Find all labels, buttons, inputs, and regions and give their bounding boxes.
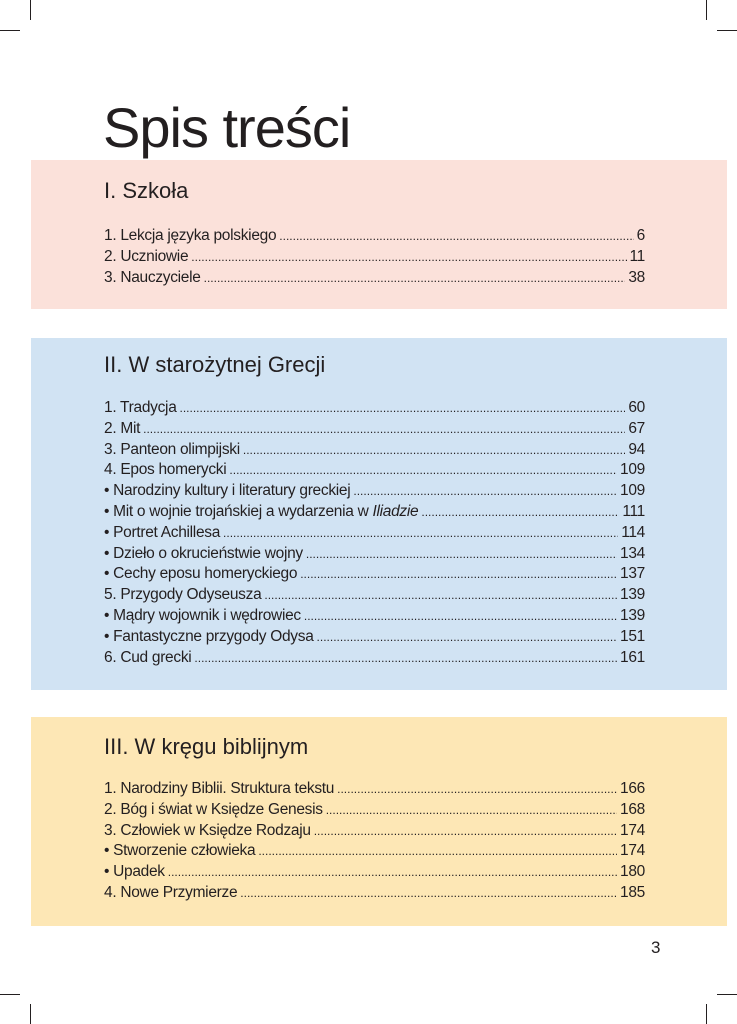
toc-entry-page: 161 xyxy=(620,648,645,666)
toc-entry-label: 2. Uczniowie xyxy=(104,247,189,265)
crop-mark-top-right xyxy=(706,0,707,20)
crop-mark-bottom-right xyxy=(706,1004,707,1024)
toc-entry[interactable] xyxy=(104,440,645,461)
toc-entry-page: 109 xyxy=(620,482,645,500)
dot-leader xyxy=(143,419,625,440)
section-biblijny xyxy=(31,717,727,926)
toc-entry[interactable] xyxy=(104,779,645,800)
toc-entry[interactable] xyxy=(104,564,645,585)
toc-entry[interactable] xyxy=(104,502,645,523)
toc-entry-label: • Dzieło o okrucieństwie wojny xyxy=(104,544,303,562)
dot-leader xyxy=(194,648,617,669)
dot-leader xyxy=(264,585,617,606)
dot-leader xyxy=(317,627,618,648)
toc-entry-label: 4. Epos homerycki xyxy=(104,461,227,479)
toc-entry-label: 6. Cud grecki xyxy=(104,648,192,666)
dot-leader xyxy=(337,779,617,800)
toc-entry-page: 114 xyxy=(621,523,645,541)
page-number: 3 xyxy=(651,938,661,957)
toc-entry-page: 137 xyxy=(620,565,645,583)
toc-entry-label: • Fantastyczne przygody Odysa xyxy=(104,627,314,645)
toc-entry-page: 94 xyxy=(628,440,645,458)
toc-entry[interactable] xyxy=(104,821,645,842)
toc-entry-page: 174 xyxy=(620,821,645,839)
toc-entry[interactable] xyxy=(104,841,645,862)
toc-entry[interactable] xyxy=(104,247,645,268)
section-szkola xyxy=(31,160,727,309)
section-heading: III. W kręgu biblijnym xyxy=(104,734,309,759)
toc-entry-label: • Cechy eposu homeryckiego xyxy=(104,565,298,583)
toc-entry-page: 139 xyxy=(620,606,645,624)
toc-entry-label: • Narodziny kultury i literatury greckiej xyxy=(104,482,351,500)
toc-entry-label-italic: Iliadzie xyxy=(372,502,419,520)
dot-leader xyxy=(304,606,617,627)
section-heading: I. Szkoła xyxy=(104,178,189,203)
toc-entry-page: 168 xyxy=(620,800,645,818)
dot-leader xyxy=(204,268,626,289)
toc-entry-label: • Stworzenie człowieka xyxy=(104,842,256,860)
toc-entry-label: • Portret Achillesa xyxy=(104,523,221,541)
toc-entry-page: 174 xyxy=(620,842,645,860)
toc-entry-label: 5. Przygody Odyseusza xyxy=(104,586,262,604)
toc-entry[interactable] xyxy=(104,419,645,440)
toc-entry[interactable] xyxy=(104,226,645,247)
toc-entry-page: 38 xyxy=(628,268,645,286)
toc-list xyxy=(104,226,645,288)
toc-entry[interactable] xyxy=(104,627,645,648)
toc-entry[interactable] xyxy=(104,585,645,606)
toc-entry-label: • Mądry wojownik i wędrowiec xyxy=(104,606,301,624)
toc-entry-page: 180 xyxy=(620,863,645,881)
toc-entry-page: 11 xyxy=(629,247,645,265)
crop-mark-bottom-right-h xyxy=(717,994,737,995)
toc-entry-page: 166 xyxy=(620,780,645,797)
dot-leader xyxy=(229,460,617,481)
toc-entry[interactable] xyxy=(104,268,645,289)
dot-leader xyxy=(353,481,617,502)
dot-leader xyxy=(180,398,626,419)
toc-entry-label: 3. Nauczyciele xyxy=(104,268,201,286)
toc-entry-label: 2. Bóg i świat w Księdze Genesis xyxy=(104,800,323,818)
dot-leader xyxy=(243,440,625,461)
crop-mark-bottom-left-h xyxy=(0,994,20,995)
section-grecja xyxy=(31,338,727,690)
toc-entry[interactable] xyxy=(104,523,645,544)
dot-leader xyxy=(306,544,617,565)
toc-entry-page: 6 xyxy=(636,227,645,244)
toc-entry[interactable] xyxy=(104,800,645,821)
toc-entry[interactable] xyxy=(104,544,645,565)
toc-list xyxy=(104,779,645,904)
toc-entry-page: 185 xyxy=(620,883,645,901)
toc-entry-page: 139 xyxy=(620,586,645,604)
toc-entry-page: 134 xyxy=(620,544,645,562)
toc-entry-label: 3. Panteon olimpijski xyxy=(104,440,240,458)
dot-leader xyxy=(326,800,617,821)
toc-entry-label: 3. Człowiek w Księdze Rodzaju xyxy=(104,821,311,839)
dot-leader xyxy=(191,247,626,268)
toc-list xyxy=(104,398,645,668)
toc-entry-page: 60 xyxy=(628,399,645,416)
dot-leader xyxy=(421,502,619,523)
toc-entry-label: 2. Mit xyxy=(104,419,141,437)
toc-entry-label: 1. Narodziny Biblii. Struktura tekstu xyxy=(104,780,335,797)
section-heading: II. W starożytnej Grecji xyxy=(104,352,326,377)
dot-leader xyxy=(223,523,618,544)
crop-mark-top-right-h xyxy=(717,30,737,31)
toc-entry-page: 151 xyxy=(620,627,645,645)
page-title: Spis treści xyxy=(103,96,351,159)
toc-entry-label: 4. Nowe Przymierze xyxy=(104,883,238,901)
toc-entry-label xyxy=(104,502,418,523)
toc-entry[interactable] xyxy=(104,648,645,669)
crop-mark-top-left-h xyxy=(0,30,20,31)
dot-leader xyxy=(279,226,633,247)
dot-leader xyxy=(258,841,617,862)
toc-entry-label: 1. Tradycja xyxy=(104,399,177,416)
toc-entry-page: 111 xyxy=(622,502,645,520)
toc-entry-page: 109 xyxy=(620,461,645,479)
toc-entry-label: 1. Lekcja języka polskiego xyxy=(104,227,277,244)
toc-entry[interactable] xyxy=(104,862,645,883)
toc-entry[interactable] xyxy=(104,606,645,627)
toc-entry-page: 67 xyxy=(628,419,645,437)
toc-entry[interactable] xyxy=(104,460,645,481)
toc-entry-label: • Upadek xyxy=(104,863,165,881)
dot-leader xyxy=(300,564,617,585)
crop-mark-top-left xyxy=(30,0,31,20)
toc-entry[interactable] xyxy=(104,883,645,904)
dot-leader xyxy=(240,883,617,904)
dot-leader xyxy=(168,862,617,883)
toc-entry-label-text: • Mit o wojnie trojańskiej a wydarzenia w xyxy=(104,502,373,520)
crop-mark-bottom-left xyxy=(30,1004,31,1024)
toc-entry[interactable] xyxy=(104,481,645,502)
dot-leader xyxy=(314,821,617,842)
toc-entry[interactable] xyxy=(104,398,645,419)
